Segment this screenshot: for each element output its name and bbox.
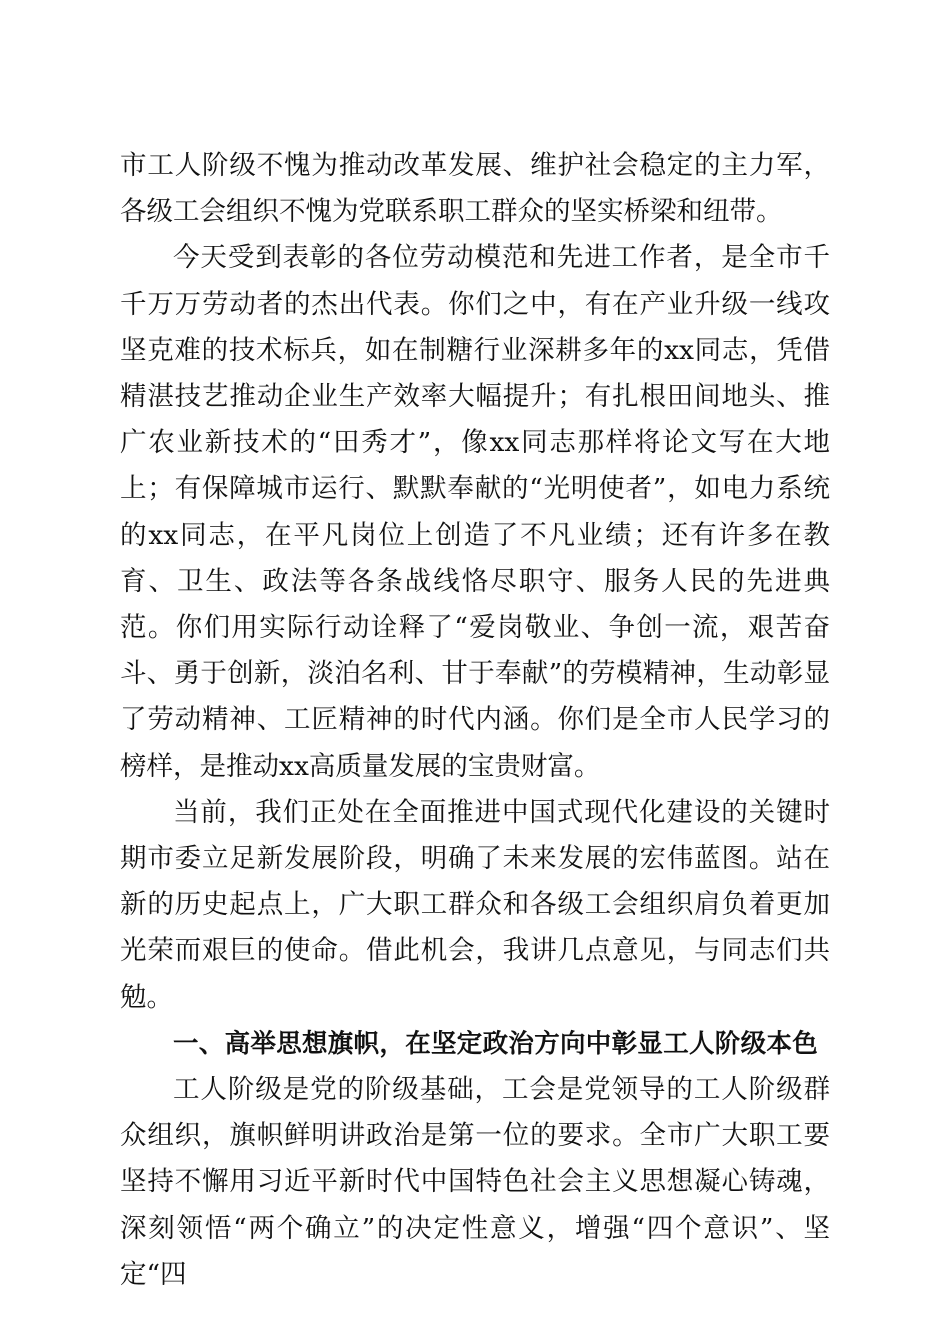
section-heading-1: 一、高举思想旗帜，在坚定政治方向中彰显工人阶级本色 bbox=[173, 1028, 819, 1059]
document-body bbox=[120, 143, 830, 1298]
paragraph-continuation: 市工人阶级不愧为推动改革发展、维护社会稳定的主力军，各级工会组织不愧为党联系职工群众的坚实桥梁和纽带。 bbox=[120, 150, 830, 228]
paragraph-model-workers: 今天受到表彰的各位劳动模范和先进工作者，是全市千千万万劳动者的杰出代表。你们之中，有在产业升级一线攻坚克难的技术标兵，如在制糖行业深耕多年的xx同志，凭借精湛技艺推动企业生产效率大幅提升；有扎根田间地头、推广农业新技术的“田秀才”，像xx同志那样将论文写在大地上；有保障城市运行、默默奉献的“光明使者”，如电力系统的xx同志，在平凡岗位上创造了不凡业绩；还有许多在教育、卫生、政法等各条战线恪尽职守、服务人民的先进典范。你们用实际行动诠释了“爱岗敬业、争创一流，艰苦奋斗、勇于创新，淡泊名利、甘于奉献”的劳模精神，生动彰显了劳动精神、工匠精神的时代内涵。你们是全市人民学习的榜样，是推动xx高质量发展的宝贵财富。 bbox=[120, 242, 830, 782]
paragraph-working-class: 工人阶级是党的阶级基础，工会是党领导的工人阶级群众组织，旗帜鲜明讲政治是第一位的要求。全市广大职工要坚持不懈用习近平新时代中国特色社会主义思想凝心铸魂，深刻领悟“两个确立”的决定性意义，增强“四个意识”、坚定“四 bbox=[120, 1074, 830, 1290]
paragraph-current-period: 当前，我们正处在全面推进中国式现代化建设的关键时期市委立足新发展阶段，明确了未来发展的宏伟蓝图。站在新的历史起点上，广大职工群众和各级工会组织肩负着更加光荣而艰巨的使命。借此机会，我讲几点意见，与同志们共勉。 bbox=[120, 796, 830, 1013]
